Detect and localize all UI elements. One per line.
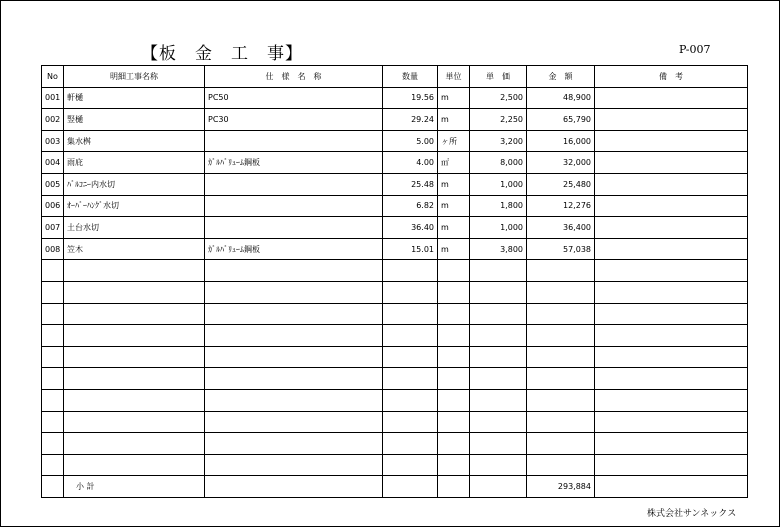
cell-price [470,368,527,390]
cell-price [470,325,527,347]
cell-amount: 12,276 [527,195,595,217]
cell-remarks [595,109,748,131]
cell-no [42,346,64,368]
header-qty: 数量 [383,66,438,88]
blank-row [42,454,748,476]
cell-qty: 5.00 [383,130,438,152]
cell-spec: ｶﾞﾙﾊﾞﾘｭｰﾑ鋼板 [205,152,383,174]
cell-price [470,260,527,282]
cell-unit [438,389,470,411]
blank-row [42,389,748,411]
header-unit: 単位 [438,66,470,88]
cell-item [64,433,205,455]
cell-qty [383,281,438,303]
subtotal-qty-cell [383,476,438,498]
cell-remarks [595,87,748,109]
header-price: 単 価 [470,66,527,88]
cell-item: 土台水切 [64,217,205,239]
cell-no [42,325,64,347]
subtotal-amount: 293,884 [527,476,595,498]
page-number: P-007 [679,43,711,56]
cell-qty [383,433,438,455]
blank-row [42,368,748,390]
cell-amount [527,346,595,368]
cell-no: 005 [42,173,64,195]
cell-price: 1,000 [470,217,527,239]
cell-no: 007 [42,217,64,239]
cell-unit [438,433,470,455]
cell-amount: 57,038 [527,238,595,260]
cell-remarks [595,454,748,476]
cell-no [42,303,64,325]
header-amount: 金 額 [527,66,595,88]
cell-qty: 19.56 [383,87,438,109]
cell-qty: 29.24 [383,109,438,131]
cell-unit: m [438,217,470,239]
cell-remarks [595,368,748,390]
cell-unit [438,368,470,390]
cell-price: 1,000 [470,173,527,195]
cell-item [64,411,205,433]
cell-unit [438,325,470,347]
blank-row [42,433,748,455]
cell-amount [527,325,595,347]
page-title: 【板 金 工 事】 [141,44,303,64]
cell-amount: 65,790 [527,109,595,131]
header-item: 明細工事名称 [64,66,205,88]
cell-no: 008 [42,238,64,260]
cell-qty: 4.00 [383,152,438,174]
cell-spec [205,303,383,325]
cell-unit [438,303,470,325]
cell-qty [383,411,438,433]
cell-no [42,260,64,282]
table-row [42,109,748,131]
cell-remarks [595,238,748,260]
cell-qty: 36.40 [383,217,438,239]
table-row [42,152,748,174]
cell-spec: ｶﾞﾙﾊﾞﾘｭｰﾑ鋼板 [205,238,383,260]
cell-amount [527,389,595,411]
cell-spec [205,389,383,411]
header-no: No [42,66,64,88]
cell-amount [527,281,595,303]
table-row [42,130,748,152]
blank-row [42,281,748,303]
cell-price [470,411,527,433]
cell-unit: m [438,238,470,260]
cell-amount [527,454,595,476]
cell-qty [383,260,438,282]
cell-no: 003 [42,130,64,152]
cell-spec [205,433,383,455]
cell-spec [205,281,383,303]
cell-price [470,346,527,368]
blank-row [42,346,748,368]
cell-spec [205,411,383,433]
cell-no: 001 [42,87,64,109]
cell-price [470,454,527,476]
cell-amount [527,433,595,455]
subtotal-spec-cell [205,476,383,498]
blank-row [42,411,748,433]
cell-no: 006 [42,195,64,217]
cell-qty: 6.82 [383,195,438,217]
cell-qty [383,454,438,476]
cell-item: 竪樋 [64,109,205,131]
cell-spec [205,454,383,476]
cell-item [64,454,205,476]
cell-qty [383,346,438,368]
cell-qty: 25.48 [383,173,438,195]
header-remarks: 備 考 [595,66,748,88]
cell-amount: 48,900 [527,87,595,109]
cell-spec: PC50 [205,87,383,109]
cell-price: 3,200 [470,130,527,152]
cell-item: 軒樋 [64,87,205,109]
table-row [42,195,748,217]
table-row [42,238,748,260]
cell-item [64,389,205,411]
cell-qty [383,325,438,347]
cell-spec: PC30 [205,109,383,131]
cell-unit [438,346,470,368]
blank-row [42,325,748,347]
cell-item [64,303,205,325]
cell-item: ﾊﾞﾙｺﾆｰ内水切 [64,173,205,195]
cell-spec [205,260,383,282]
cell-price: 2,500 [470,87,527,109]
cell-price: 2,250 [470,109,527,131]
subtotal-remarks-cell [595,476,748,498]
cell-unit [438,411,470,433]
cell-price [470,303,527,325]
cell-remarks [595,281,748,303]
cell-unit [438,454,470,476]
cell-qty [383,303,438,325]
blank-row [42,260,748,282]
cell-amount [527,260,595,282]
cell-spec [205,346,383,368]
cell-remarks [595,389,748,411]
cell-item [64,260,205,282]
cell-no: 002 [42,109,64,131]
cell-remarks [595,152,748,174]
cell-price: 1,800 [470,195,527,217]
subtotal-label: 小 計 [64,476,205,498]
cell-no: 004 [42,152,64,174]
cell-item: 集水桝 [64,130,205,152]
cell-spec [205,130,383,152]
table-row [42,173,748,195]
cell-remarks [595,217,748,239]
cell-unit: ㎡ [438,152,470,174]
cell-unit [438,281,470,303]
cell-amount [527,411,595,433]
table-row [42,217,748,239]
cell-spec [205,195,383,217]
cell-spec [205,325,383,347]
cell-remarks [595,325,748,347]
header-row [42,66,748,88]
cell-item: ｵｰﾊﾞｰﾊﾝｸﾞ水切 [64,195,205,217]
cell-unit: m [438,109,470,131]
subtotal-price-cell [470,476,527,498]
cell-unit: ヶ所 [438,130,470,152]
subtotal-unit-cell [438,476,470,498]
blank-row [42,303,748,325]
cell-amount [527,303,595,325]
cell-spec [205,173,383,195]
cell-amount [527,368,595,390]
cell-item [64,281,205,303]
estimate-table [41,65,748,498]
cell-unit: m [438,87,470,109]
cell-unit: m [438,195,470,217]
cell-remarks [595,195,748,217]
cell-amount: 32,000 [527,152,595,174]
cell-remarks [595,260,748,282]
cell-amount: 16,000 [527,130,595,152]
cell-no [42,368,64,390]
cell-remarks [595,173,748,195]
cell-item [64,368,205,390]
cell-spec [205,368,383,390]
cell-amount: 25,480 [527,173,595,195]
cell-no [42,433,64,455]
company-name: 株式会社サンネックス [647,509,737,519]
table-body [42,87,748,476]
table-row [42,87,748,109]
cell-item [64,346,205,368]
cell-price [470,389,527,411]
cell-remarks [595,411,748,433]
cell-unit: m [438,173,470,195]
cell-qty [383,389,438,411]
subtotal-row [42,476,748,498]
cell-no [42,454,64,476]
cell-qty: 15.01 [383,238,438,260]
cell-remarks [595,130,748,152]
cell-remarks [595,433,748,455]
cell-remarks [595,346,748,368]
header-spec: 仕 様 名 称 [205,66,383,88]
cell-item: 笠木 [64,238,205,260]
cell-price [470,281,527,303]
cell-no [42,281,64,303]
cell-price: 3,800 [470,238,527,260]
cell-price: 8,000 [470,152,527,174]
cell-spec [205,217,383,239]
subtotal-no-cell [42,476,64,498]
cell-remarks [595,303,748,325]
cell-qty [383,368,438,390]
cell-item: 雨庇 [64,152,205,174]
cell-unit [438,260,470,282]
cell-item [64,325,205,347]
cell-price [470,433,527,455]
cell-no [42,411,64,433]
cell-amount: 36,400 [527,217,595,239]
cell-no [42,389,64,411]
